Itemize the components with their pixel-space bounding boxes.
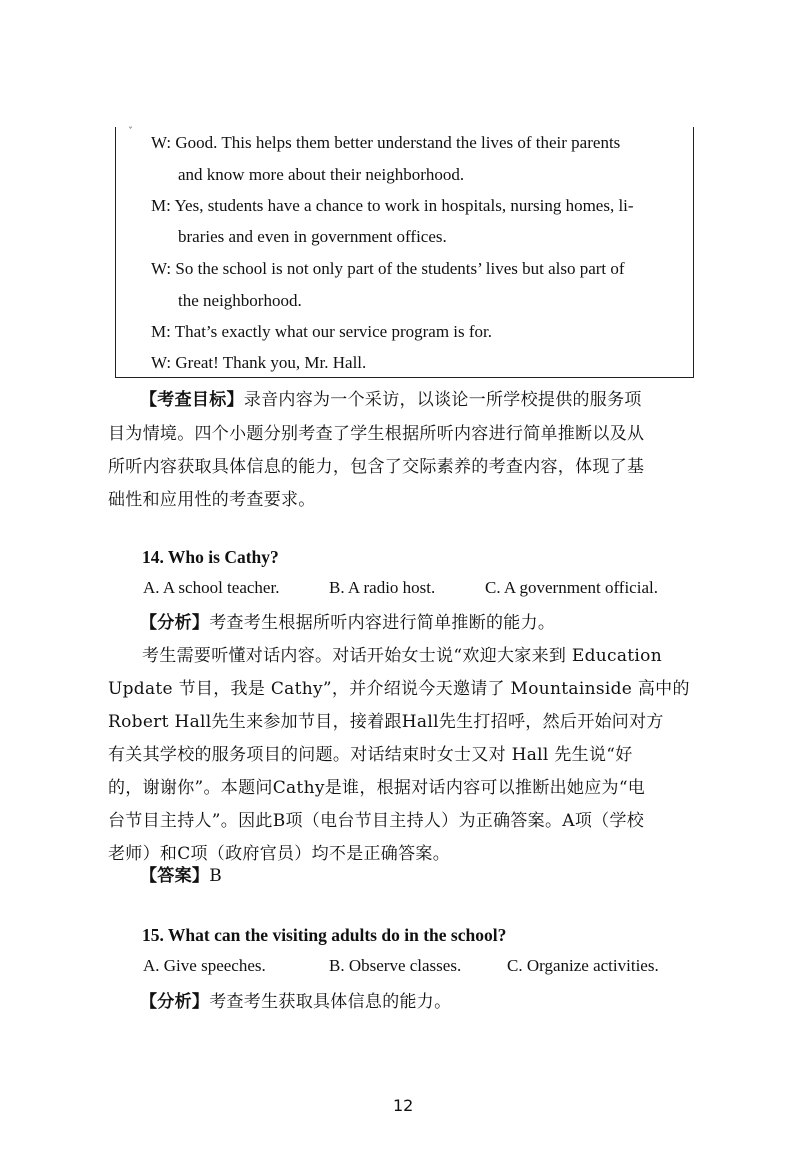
- q14-option-a: A. A school teacher.: [143, 578, 280, 597]
- q15-analysis-tag: 【分析】: [140, 992, 210, 1012]
- q14-explanation-line: 的，谢谢你”。本题问Cathy是谁，根据对话内容可以推断出她应为“电: [108, 778, 646, 798]
- q14-explanation-line: 台节目主持人”。因此B项（电台节目主持人）为正确答案。A项（学校: [108, 811, 645, 831]
- q14-explanation-line: Robert Hall先生来参加节目，接着跟Hall先生打招呼，然后开始问对方: [108, 712, 664, 732]
- q14-explanation-line: 老师）和C项（政府官员）均不是正确答案。: [108, 844, 451, 864]
- dialogue-line: braries and even in government offices.: [178, 227, 447, 246]
- q14-option-b: B. A radio host.: [329, 578, 436, 597]
- q15-analysis: [140, 987, 451, 1012]
- objective-tag: 【考查目标】: [140, 390, 244, 410]
- q15-option-b: B. Observe classes.: [329, 956, 462, 975]
- dialogue-line: W: Great! Thank you, Mr. Hall.: [151, 353, 367, 372]
- question-14-title: 14. Who is Cathy?: [142, 547, 279, 567]
- q14-explanation-line: 有关其学校的服务项目的问题。对话结束时女士又对 Hall 先生说“好: [108, 745, 633, 765]
- q14-analysis-text: 考查考生根据所听内容进行简单推断的能力。: [209, 613, 556, 633]
- q15-analysis-text: 考查考生获取具体信息的能力。: [209, 992, 452, 1012]
- q15-option-c: C. Organize activities.: [507, 956, 659, 975]
- dialogue-line: M: That’s exactly what our service program is for.: [151, 322, 493, 341]
- q14-analysis: [140, 608, 555, 633]
- dialogue-line: W: Good. This helps them better understand the lives of their parents: [151, 133, 621, 152]
- q14-explanation-line: Update 节目，我是 Cathy”，并介绍说今天邀请了 Mountainside 高中的: [108, 679, 690, 699]
- dialogue-line: W: So the school is not only part of the students’ lives but also part of: [151, 259, 625, 278]
- dialogue-line: the neighborhood.: [178, 291, 302, 310]
- objective-line: 础性和应用性的考查要求。: [108, 490, 316, 510]
- page-number: 12: [393, 1096, 414, 1115]
- q15-option-a: A. Give speeches.: [143, 956, 266, 975]
- scan-mark: ˇ: [128, 127, 133, 138]
- q14-option-c: C. A government official.: [485, 578, 658, 597]
- q14-answer-value: B: [209, 866, 222, 886]
- q14-explanation-line: 考生需要听懂对话内容。对话开始女士说“欢迎大家来到 Education: [142, 646, 662, 666]
- objective-line: 目为情境。四个小题分别考查了学生根据所听内容进行简单推断以及从: [108, 424, 645, 444]
- objective-line: 所听内容获取具体信息的能力，包含了交际素养的考查内容，体现了基: [108, 457, 645, 477]
- question-15-title: 15. What can the visiting adults do in the school?: [142, 925, 507, 945]
- q14-analysis-tag: 【分析】: [140, 613, 210, 633]
- objective-line: [140, 385, 642, 410]
- dialogue-line: and know more about their neighborhood.: [178, 165, 465, 184]
- objective-text: 录音内容为一个采访，以谈论一所学校提供的服务项: [243, 390, 642, 410]
- dialogue-line: M: Yes, students have a chance to work in hospitals, nursing homes, li-: [151, 196, 634, 215]
- q14-answer: [140, 861, 222, 886]
- q14-answer-tag: 【答案】: [140, 866, 210, 886]
